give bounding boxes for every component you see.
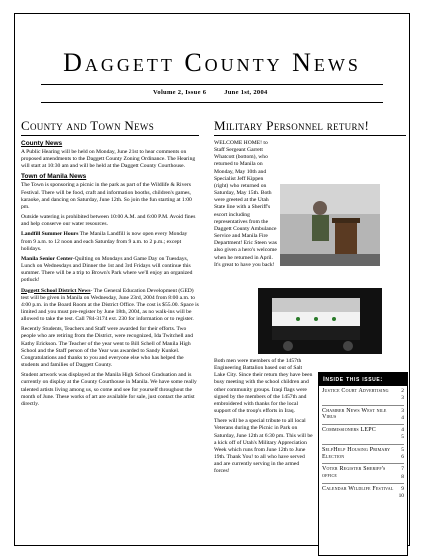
iraqi-flag-photo — [258, 288, 382, 354]
masthead-rule-bottom — [41, 102, 383, 103]
inside-this-issue-box — [318, 372, 408, 556]
right-column — [214, 118, 406, 560]
newsletter-page — [14, 13, 410, 546]
toc-item[interactable] — [322, 445, 404, 465]
toc-item-label: Chamber News West nile Virus — [322, 407, 387, 421]
military-body-a: Both men were members of the 1457th Engineering Battalion based out of Salt Lake City. Since their return they have been busy meeting with the school children and other community groups. Iraqi flags were signed by the members of the 1457th and embroidered with thanks for the local support of the troop's efforts in Iraq. — [214, 358, 313, 415]
military-article — [214, 140, 406, 560]
toc-item[interactable] — [322, 386, 404, 406]
left-column — [21, 118, 199, 411]
toc-item-pages: 3 4 — [401, 407, 404, 421]
issue-date: June 1st, 2004 — [224, 89, 268, 96]
inside-this-issue-title: Inside this issue: — [319, 373, 407, 386]
artwork-text: Student artwork was displayed at the Manila High School Graduation and is currently on display at the County Courthouse in Manila. We have some really talented artists living among us, so come and see for yourself throughout the month of June. These works of art are available for sale, just contact the artist directly. — [21, 372, 197, 407]
toc-item[interactable] — [322, 464, 404, 484]
masthead-title: Daggett County News — [63, 48, 361, 77]
school-district-paragraph — [21, 288, 199, 324]
toc-item-pages: 9 10 — [398, 485, 404, 500]
outside-watering-text: Outside watering is prohibited between 10:00 A.M. and 6:00 P.M. Avoid fines and help conserve our water resources. — [21, 214, 196, 228]
toc-item-label: Justice Court Advertising — [322, 388, 389, 394]
school-district-text: - The General Education Development (GED) test will be given in Manila on Wednesday, June 23rd, 2004 from 8:00 a.m. to 4:00 p.m. in the Board Room at the District Office. The cost is $55.00. Space is limited and you must pre-register by June 18th, 2004, as no walk-ins will be allowed to take the test. Call 784-3174 ext. 230 for information or to register. — [21, 287, 199, 323]
senior-center-label: Manila Senior Center — [21, 255, 73, 262]
military-intro-text: WELCOME HOME! to Staff Sergeant Garrett Whatcott (bottom), who returned to Manila on Monday, May 10th and Specialist Jeff Kippen (right) who returned on Saturday, May 15th. Both were greeted at the Utah State line with a Sheriff's escort including representatives from the Daggett County Ambulance Service and Manila Fire Department! Eric Steen was also given a hero's welcome when he returned in April. It's great to have you back! — [214, 140, 277, 268]
military-intro-block — [214, 140, 406, 272]
town-news-subheading: Town of Manila News — [21, 173, 87, 181]
toc-item-pages: 4 5 — [401, 427, 404, 441]
landfill-text: The Manila Landfill is now open every Monday from 9 a.m. to 12 noon and each Saturday from 9 a.m. to 2 p.m.; except holidays. — [21, 231, 188, 252]
senior-center-paragraph — [21, 256, 199, 285]
school-district-label: Daggett School District News — [21, 287, 91, 294]
toc-item-label: Voter Register Sheriff's office — [322, 466, 386, 480]
county-news-text: A Public Hearing will be held on Monday, June 21st to hear comments on proposed amendments to the Daggett County Zoning Ordinance. The Hearing will start at 10:30 am and will be held at the Daggett County Courthouse. — [21, 149, 196, 170]
issue-line — [153, 89, 284, 96]
military-body-block — [214, 358, 314, 479]
toc-list — [319, 386, 407, 503]
toc-item[interactable] — [322, 425, 404, 445]
toc-item-label: SelfHelp Housing Primary Election — [322, 446, 391, 460]
awards-text: Recently Students, Teachers and Staff were awarded for their efforts. Two people who are retiring from the District, were recognized, Ida Twitchell and Kathy Erickson. The Teacher of the year went to Bill Schell of Manila High School and the Staff person of the Year was awarded to Sandy Kunkel. Congratulations and thanks to you and everyone else who has helped the students and families of Daggett County. — [21, 326, 194, 369]
toc-item[interactable] — [322, 406, 404, 426]
toc-item-pages: 7 8 — [401, 466, 404, 480]
landfill-paragraph — [21, 231, 199, 252]
masthead-rule-top — [41, 84, 383, 85]
town-news-text: The Town is sponsoring a picnic in the park as part of the Wildlife & Rivers Festival. There will be food, craft and information booths, children's games, karaoke, and dancing on Saturday, June 12th. So join the fun starting at 1:00 pm. — [21, 182, 192, 210]
senior-center-text: -Quilting on Mondays and Game Day on Tuesdays, Lunch on Wednesdays and Dinner the 1st and 3rd Fridays will continue this summer. There will be a trip to Brown's Park where we'll enjoy an organized potluck! — [21, 255, 193, 284]
toc-item-pages: 5 6 — [401, 446, 404, 461]
county-town-news-heading: County and Town News — [21, 118, 199, 136]
toc-item-label: Commissioners LEPC — [322, 427, 376, 434]
military-heading: Military Personnel return! — [214, 118, 406, 136]
landfill-label: Landfill Summer Hours — [21, 231, 79, 238]
military-body-b: There will be a special tribute to all local Veterans during the Picnic in Park on Saturday, June 12th at 6:30 pm. This will be a kick off of Utah's Military Appreciation Week which runs from June 12th to June 19th. Thank You! to all who have served and are currently serving in the armed forces! — [214, 418, 313, 475]
flag-illustration — [258, 288, 382, 354]
toc-item[interactable] — [322, 484, 404, 503]
toc-item-pages: 2 3 — [401, 388, 404, 402]
county-news-subheading: County News — [21, 140, 63, 147]
volume-issue: Volume 2, Issue 6 — [153, 89, 207, 96]
toc-item-label: Calendar Wildlife Festival — [322, 485, 394, 492]
